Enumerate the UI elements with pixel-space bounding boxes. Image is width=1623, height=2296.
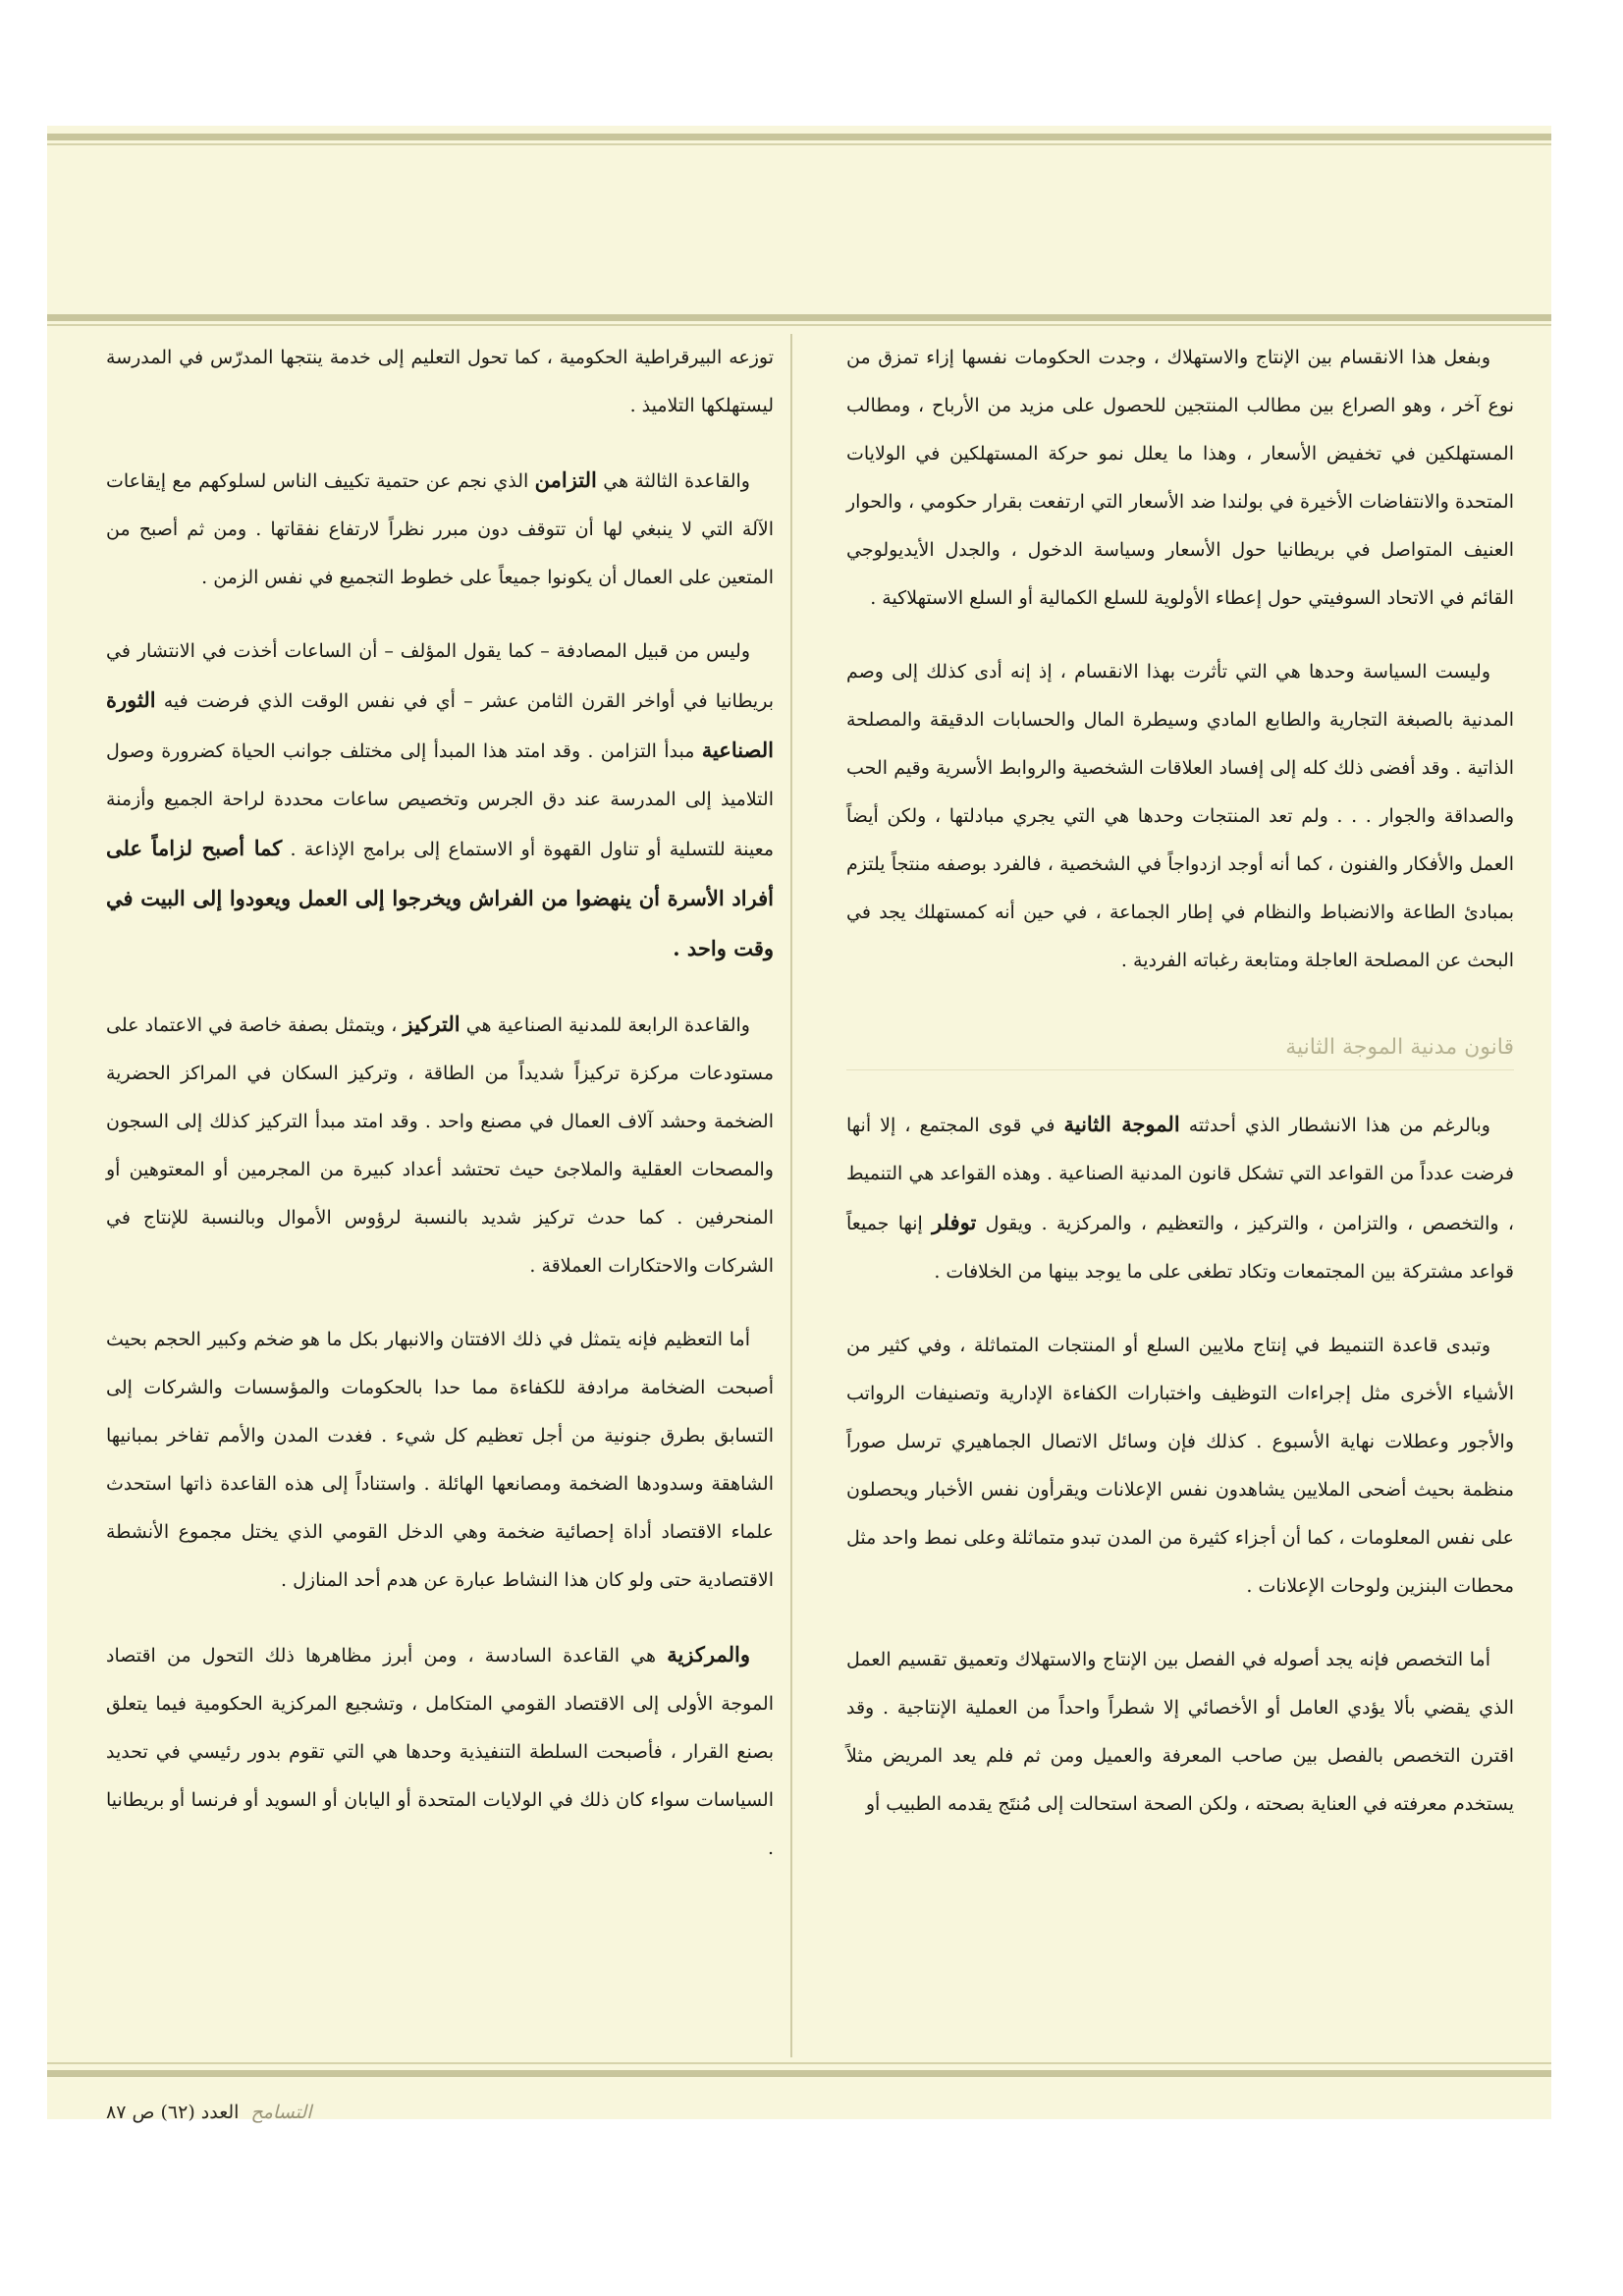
text-span: وبالرغم من هذا الانشطار الذي أحدثته xyxy=(1188,1115,1490,1136)
page-footer xyxy=(106,2102,311,2123)
top-rule-thin xyxy=(47,143,1551,145)
left-column xyxy=(106,334,774,1898)
paragraph xyxy=(106,628,774,974)
paragraph: توزعه البيرقراطية الحكومية ، كما تحول التعليم إلى خدمة ينتجها المدرّس في المدرسة ليستهلكها التلاميذ . xyxy=(106,347,774,416)
text-span: وليس من قبيل المصادفة – كما يقول المؤلف – أن الساعات أخذت في الانتشار في بريطانيا في أواخر القرن الثامن عشر – أي في نفس الوقت الذي فرضت فيه xyxy=(106,640,774,712)
header-rule xyxy=(47,314,1551,321)
paragraph xyxy=(106,1000,774,1290)
text-span: مبدأ التزامن . وقد امتد هذا المبدأ إلى مختلف جوانب الحياة كضرورة وصول التلاميذ إلى المدرسة عند دق الجرس وتخصيص ساعات محددة لراحة الجميع وأزمنة معينة للتسلية أو تناول القهوة أو الاستماع إلى برامج الإذاعة . xyxy=(106,740,774,860)
paragraph: وتبدى قاعدة التنميط في إنتاج ملايين السلع أو المنتجات المتماثلة ، وفي كثير من الأشياء الأخرى مثل إجراءات التوظيف واختبارات الكفاءة الإدارية وتصنيفات الرواتب والأجور وعطلات نهاية الأسبوع . كذلك فإن وسائل الاتصال الجماهيري ترسل صوراً منظمة بحيث أضحى الملايين يشاهدون نفس الإعلانات ويقرأون نفس الأخبار ويحصلون على نفس المعلومات ، كما أن أجزاء كثيرة من المدن تبدو متماثلة وعلى نمط واحد مثل محطات البنزين ولوحات الإعلانات . xyxy=(846,1335,1514,1597)
emphasis: كما أصبح لزاماً على أفراد الأسرة أن ينهضوا من الفراش ويخرجوا إلى العمل ويعودوا إلى البيت في وقت واحد . xyxy=(106,836,774,960)
emphasis: الموجة الثانية xyxy=(1063,1112,1180,1136)
emphasis: والمركزية xyxy=(667,1642,750,1667)
text-span: الذي نجم عن حتمية تكييف الناس لسلوكهم مع إيقاعات الآلة التي لا ينبغي لها أن تتوقف دون مبرر نظراً لارتفاع نفقاتها . ومن ثم أصبح من المتعين على العمال أن يكونوا جميعاً على خطوط التجميع في نفس الزمن . xyxy=(106,470,774,588)
emphasis: الثورة الصناعية xyxy=(106,687,774,762)
text-span: في قوى المجتمع ، إلا أنها فرضت عدداً من القواعد التي تشكل قانون المدنية الصناعية . وهذه القواعد هي التنميط ، والتخصص ، والتزامن ، والتركيز ، والتعظيم ، والمركزية . ويقول xyxy=(846,1115,1514,1234)
paragraph xyxy=(846,1100,1514,1296)
paragraph xyxy=(106,456,774,602)
issue-page-number: العدد (٦٢) ص ٨٧ xyxy=(106,2102,240,2123)
bottom-rule xyxy=(47,2070,1551,2077)
text-span: والقاعدة الثالثة هي xyxy=(603,470,750,492)
paragraph: وليست السياسة وحدها هي التي تأثرت بهذا الانقسام ، إذ إنه أدى كذلك إلى وصم المدنية بالصبغة التجارية والطابع المادي وسيطرة المال والحسابات الدقيقة والمصلحة الذاتية . وقد أفضى ذلك كله إلى إفساد العلاقات الشخصية والروابط الأسرية وقيم الحب والصداقة والجوار . . . ولم تعد المنتجات وحدها هي التي يجري مبادلتها ، ولكن أيضاً العمل والأفكار والفنون ، كما أنه أوجد ازدواجاً في الشخصية ، فالفرد بوصفه منتجاً يلتزم بمبادئ الطاعة والانضباط والنظام في إطار الجماعة ، في حين أنه كمستهلك يجد في البحث عن المصلحة العاجلة ومتابعة رغباته الفردية . xyxy=(846,661,1514,971)
top-rule xyxy=(47,134,1551,140)
header-rule-thin xyxy=(47,324,1551,326)
section-heading: قانون مدنية الموجة الثانية xyxy=(846,1026,1514,1070)
text-span: والقاعدة الرابعة للمدنية الصناعية هي xyxy=(465,1014,750,1036)
emphasis: توفلر xyxy=(932,1210,977,1234)
right-column xyxy=(846,334,1514,1854)
paragraph: أما التعظيم فإنه يتمثل في ذلك الافتتان والانبهار بكل ما هو ضخم وكبير الحجم بحيث أصبحت الضخامة مرادفة للكفاءة مما حدا بالحكومات والمؤسسات والشركات إلى التسابق بطرق جنونية من أجل تعظيم كل شيء . فغدت المدن والأمم تفاخر بمبانيها الشاهقة وسدودها الضخمة ومصانعها الهائلة . واستناداً إلى هذه القاعدة ذاتها استحدث علماء الاقتصاد أداة إحصائية ضخمة وهي الدخل القومي الذي يختل مجموع الأنشطة الاقتصادية حتى ولو كان هذا النشاط عبارة عن هدم أحد المنازل . xyxy=(106,1329,774,1591)
text-span: هي القاعدة السادسة ، ومن أبرز مظاهرها ذلك التحول من اقتصاد الموجة الأولى إلى الاقتصاد القومي المتكامل ، وتشجيع المركزية الحكومية فيما يتعلق بصنع القرار ، فأصبحت السلطة التنفيذية وحدها هي التي تقوم بدور رئيسي في تحديد السياسات سواء كان ذلك في الولايات المتحدة أو اليابان أو السويد أو فرنسا أو بريطانيا . xyxy=(106,1645,774,1859)
column-divider xyxy=(790,334,792,2057)
emphasis: التركيز xyxy=(403,1011,460,1036)
paragraph: أما التخصص فإنه يجد أصوله في الفصل بين الإنتاج والاستهلاك وتعميق تقسيم العمل الذي يقضي بألا يؤدي العامل أو الأخصائي إلا شطراً واحداً من العملية الإنتاجية . وقد اقترن التخصص بالفصل بين صاحب المعرفة والعميل ومن ثم فلم يعد المريض مثلاً يستخدم معرفته في العناية بصحته ، ولكن الصحة استحالت إلى مُنتَج يقدمه الطبيب أو xyxy=(846,1649,1514,1815)
bottom-rule-thin xyxy=(47,2062,1551,2064)
magazine-logo: التسامح xyxy=(250,2102,312,2123)
text-span: ، ويتمثل بصفة خاصة في الاعتماد على مستودعات مركزة تركيزاً شديداً من الطاقة ، وتركيز السكان في المراكز الحضرية الضخمة وحشد آلاف العمال في مصنع واحد . وقد امتد مبدأ التركيز كذلك إلى السجون والمصحات العقلية والملاجئ حيث تحتشد أعداد كبيرة من المجرمين أو المعتوهين أو المنحرفين . كما حدث تركيز شديد بالنسبة لرؤوس الأموال وبالنسبة للإنتاج في الشركات والاحتكارات العملاقة . xyxy=(106,1014,774,1277)
text-span: إنها جميعاً قواعد مشتركة بين المجتمعات وتكاد تطغى على ما يوجد بينها من الخلافات . xyxy=(846,1213,1514,1283)
paragraph: وبفعل هذا الانقسام بين الإنتاج والاستهلاك ، وجدت الحكومات نفسها إزاء تمزق من نوع آخر ، وهو الصراع بين مطالب المنتجين للحصول على مزيد من الأرباح ، ومطالب المستهلكين في تخفيض الأسعار ، وهذا ما يعلل نمو حركة المستهلكين في الولايات المتحدة والانتفاضات الأخيرة في بولندا ضد الأسعار التي ارتفعت بقرار حكومي ، والحوار العنيف المتواصل في بريطانيا حول الأسعار وسياسة الدخول ، والجدل الأيديولوجي القائم في الاتحاد السوفيتي حول إعطاء الأولوية للسلع الكمالية أو السلع الاستهلاكية . xyxy=(846,347,1514,609)
paragraph xyxy=(106,1630,774,1873)
emphasis: التزامن xyxy=(534,467,597,492)
